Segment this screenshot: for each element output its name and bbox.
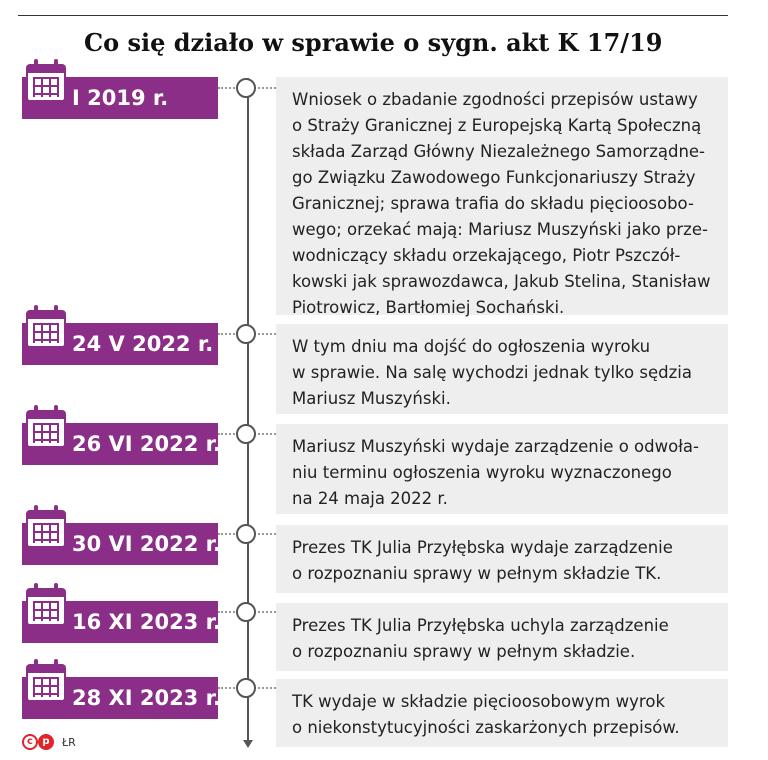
calendar-icon (26, 588, 66, 626)
description-line: o rozpoznaniu sprawy w pełnym składzie. (292, 642, 636, 661)
description-line: wego; orzekać mają: Mariusz Muszyński jako prze- (292, 220, 708, 239)
event-description (276, 679, 728, 747)
timeline-node (236, 524, 256, 544)
connector-dotted (258, 533, 276, 535)
description-line: o niekonstytucyjności zaskarżonych przepisów. (292, 718, 680, 737)
description-line: W tym dniu ma dojść do ogłoszenia wyroku (292, 337, 651, 356)
connector-dotted (258, 611, 276, 613)
calendar-icon (26, 310, 66, 348)
top-rule (18, 15, 728, 16)
description-line: niu terminu ogłoszenia wyroku wyznaczonego (292, 463, 672, 482)
calendar-icon (26, 664, 66, 702)
timeline-node (236, 324, 256, 344)
description-line: w sprawie. Na salę wychodzi jednak tylko sędzia (292, 363, 692, 382)
calendar-icon (26, 64, 66, 102)
date-text: 24 V 2022 r. (72, 332, 214, 356)
description-line: Granicznej; sprawa trafia do składu pięcioosobo- (292, 194, 694, 213)
description-line: kowski jak sprawozdawca, Jakub Stelina, Stanisław (292, 272, 711, 291)
calendar-icon (26, 410, 66, 448)
connector-dotted (258, 87, 276, 89)
timeline-line (247, 78, 249, 742)
description-line: Mariusz Muszyński wydaje zarządzenie o odwoła- (292, 437, 699, 456)
calendar-icon (26, 510, 66, 548)
timeline-arrow (243, 740, 253, 748)
connector-dotted (258, 333, 276, 335)
logo-p-mark: p (38, 734, 54, 750)
description-line: wodniczący składu orzekającego, Piotr Pszczół- (292, 246, 681, 265)
description-line: o Straży Granicznej z Europejską Kartą Społeczną (292, 116, 702, 135)
description-line: Wniosek o zbadanie zgodności przepisów ustawy (292, 90, 698, 109)
timeline-node (236, 602, 256, 622)
date-text: 28 XI 2023 r. (72, 686, 221, 710)
page-title: Co się działo w sprawie o sygn. akt K 17/19 (84, 28, 663, 57)
description-line: Mariusz Muszyński. (292, 389, 451, 408)
description-line: Piotrowicz, Bartłomiej Sochański. (292, 298, 565, 317)
date-text: 16 XI 2023 r. (72, 610, 221, 634)
description-line: na 24 maja 2022 r. (292, 489, 448, 508)
event-description (276, 77, 728, 315)
event-description (276, 525, 728, 593)
date-text: 30 VI 2022 r. (72, 532, 222, 556)
description-line: składa Zarząd Główny Niezależnego Samorządne- (292, 142, 706, 161)
event-description (276, 424, 728, 514)
date-text: I 2019 r. (72, 86, 169, 110)
connector-dotted (258, 433, 276, 435)
description-line: Prezes TK Julia Przyłębska wydaje zarządzenie (292, 538, 673, 557)
description-line: Prezes TK Julia Przyłębska uchyla zarządzenie (292, 616, 669, 635)
description-line: o rozpoznaniu sprawy w pełnym składzie TK. (292, 564, 662, 583)
description-line: TK wydaje w składzie pięcioosobowym wyrok (292, 692, 665, 711)
connector-dotted (258, 687, 276, 689)
author-initials: ŁR (62, 736, 76, 749)
event-description (276, 324, 728, 414)
timeline-node (236, 78, 256, 98)
event-description (276, 603, 728, 671)
description-line: go Związku Zawodowego Funkcjonariuszy Straży (292, 168, 696, 187)
timeline-node (236, 424, 256, 444)
logo-c-mark: c (22, 734, 38, 750)
date-text: 26 VI 2022 r. (72, 432, 222, 456)
publisher-logo (22, 734, 58, 752)
timeline-node (236, 678, 256, 698)
